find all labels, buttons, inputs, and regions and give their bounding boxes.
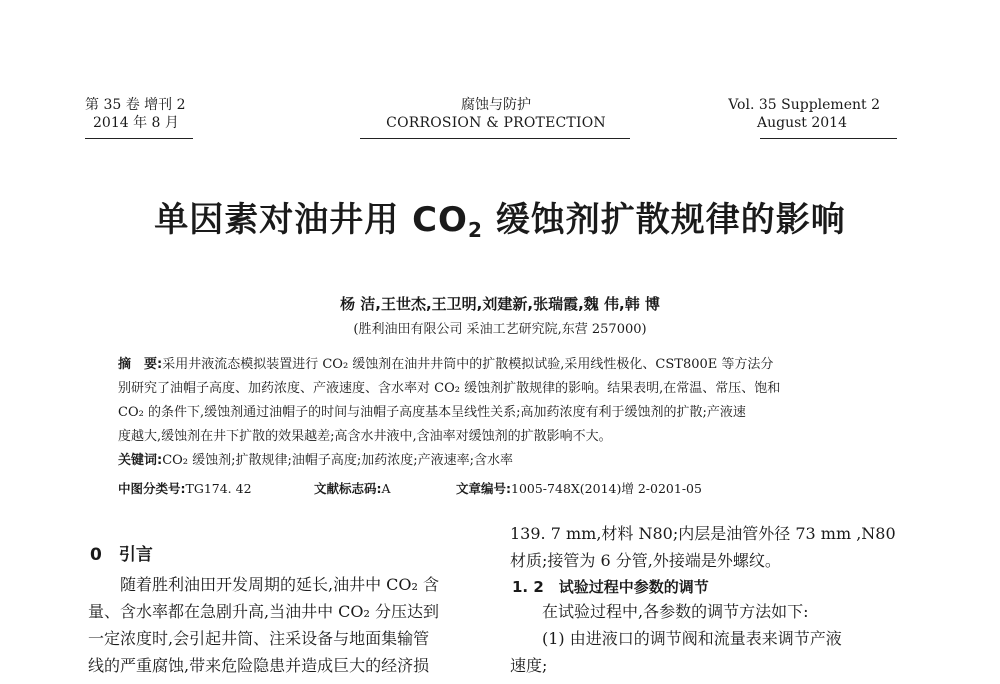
abstract-line: 别研究了油帽子高度、加药浓度、产液速度、含水率对 CO₂ 缓蚀剂扩散规律的影响。结果表明,在常温、常压、饱和 — [118, 381, 781, 396]
doc-code-label: 文献标志码: — [314, 481, 382, 496]
keywords-text: CO₂ 缓蚀剂;扩散规律;油帽子高度;加药浓度;产液速率;含水率 — [162, 453, 514, 468]
header-date: 2014 年 8 月 — [93, 115, 179, 131]
body-line: 线的严重腐蚀,带来危险隐患并造成巨大的经济损 — [88, 656, 430, 675]
journal-name-cn: 腐蚀与防护 — [461, 97, 531, 113]
title-text-before: 单因素对油井用 CO — [154, 200, 468, 240]
paper-title — [0, 192, 1000, 242]
article-number — [456, 479, 702, 497]
clc-label: 中图分类号: — [118, 481, 186, 496]
document-code — [314, 479, 391, 497]
body-line: 一定浓度时,会引起井筒、注采设备与地面集输管 — [88, 629, 430, 648]
journal-name-en: CORROSION & PROTECTION — [386, 115, 606, 131]
section-heading-introduction: 0 引言 — [90, 545, 153, 565]
body-line: (1) 由进液口的调节阀和流量表来调节产液 — [542, 629, 842, 648]
title-text-after: 缓蚀剂扩散规律的影响 — [482, 200, 846, 240]
article-number-label: 文章编号: — [456, 481, 511, 496]
author-affiliation: (胜利油田有限公司 采油工艺研究院,东营 257000) — [353, 322, 647, 337]
header-volume: 第 35 卷 增刊 2 — [85, 97, 186, 113]
abstract-line: 度越大,缓蚀剂在井下扩散的效果越差;高含水井液中,含油率对缓蚀剂的扩散影响不大。 — [118, 429, 612, 444]
abstract-line: CO₂ 的条件下,缓蚀剂通过油帽子的时间与油帽子高度基本呈线性关系;高加药浓度有利于缓蚀剂的扩散;产液速 — [118, 405, 746, 420]
body-line: 139. 7 mm,材料 N80;内层是油管外径 73 mm ,N80 — [510, 524, 896, 543]
clc-number — [118, 479, 252, 497]
abstract-label: 摘 要: — [118, 357, 163, 372]
doc-code-value: A — [381, 481, 391, 496]
header-rule-center — [360, 138, 630, 139]
body-line: 速度; — [510, 656, 548, 675]
header-date-en: August 2014 — [757, 115, 847, 131]
title-subscript: 2 — [467, 218, 483, 242]
header-rule-right — [760, 138, 897, 139]
author-list: 杨 洁,王世杰,王卫明,刘建新,张瑞霞,魏 伟,韩 博 — [340, 295, 660, 313]
body-line: 量、含水率都在急剧升高,当油井中 CO₂ 分压达到 — [88, 602, 440, 621]
right-column-body-top — [510, 520, 910, 574]
body-line: 在试验过程中,各参数的调节方法如下: — [542, 602, 809, 621]
body-line: 材质;接管为 6 分管,外接端是外螺纹。 — [510, 551, 781, 570]
abstract — [118, 353, 888, 473]
article-number-value: 1005-748X(2014)增 2-0201-05 — [511, 481, 702, 496]
keywords-label: 关键词: — [118, 453, 163, 468]
header-volume-en: Vol. 35 Supplement 2 — [728, 97, 880, 113]
abstract-line: 采用井液流态模拟装置进行 CO₂ 缓蚀剂在油井井筒中的扩散模拟试验,采用线性极化、CST800E 等方法分 — [162, 357, 774, 372]
right-column-body-bottom — [510, 598, 910, 679]
clc-value: TG174. 42 — [185, 481, 252, 496]
subsection-heading: 1. 2 试验过程中参数的调节 — [512, 578, 709, 596]
body-line: 随着胜利油田开发周期的延长,油井中 CO₂ 含 — [120, 575, 440, 594]
left-column-body — [88, 571, 488, 679]
header-rule-left — [85, 138, 193, 139]
